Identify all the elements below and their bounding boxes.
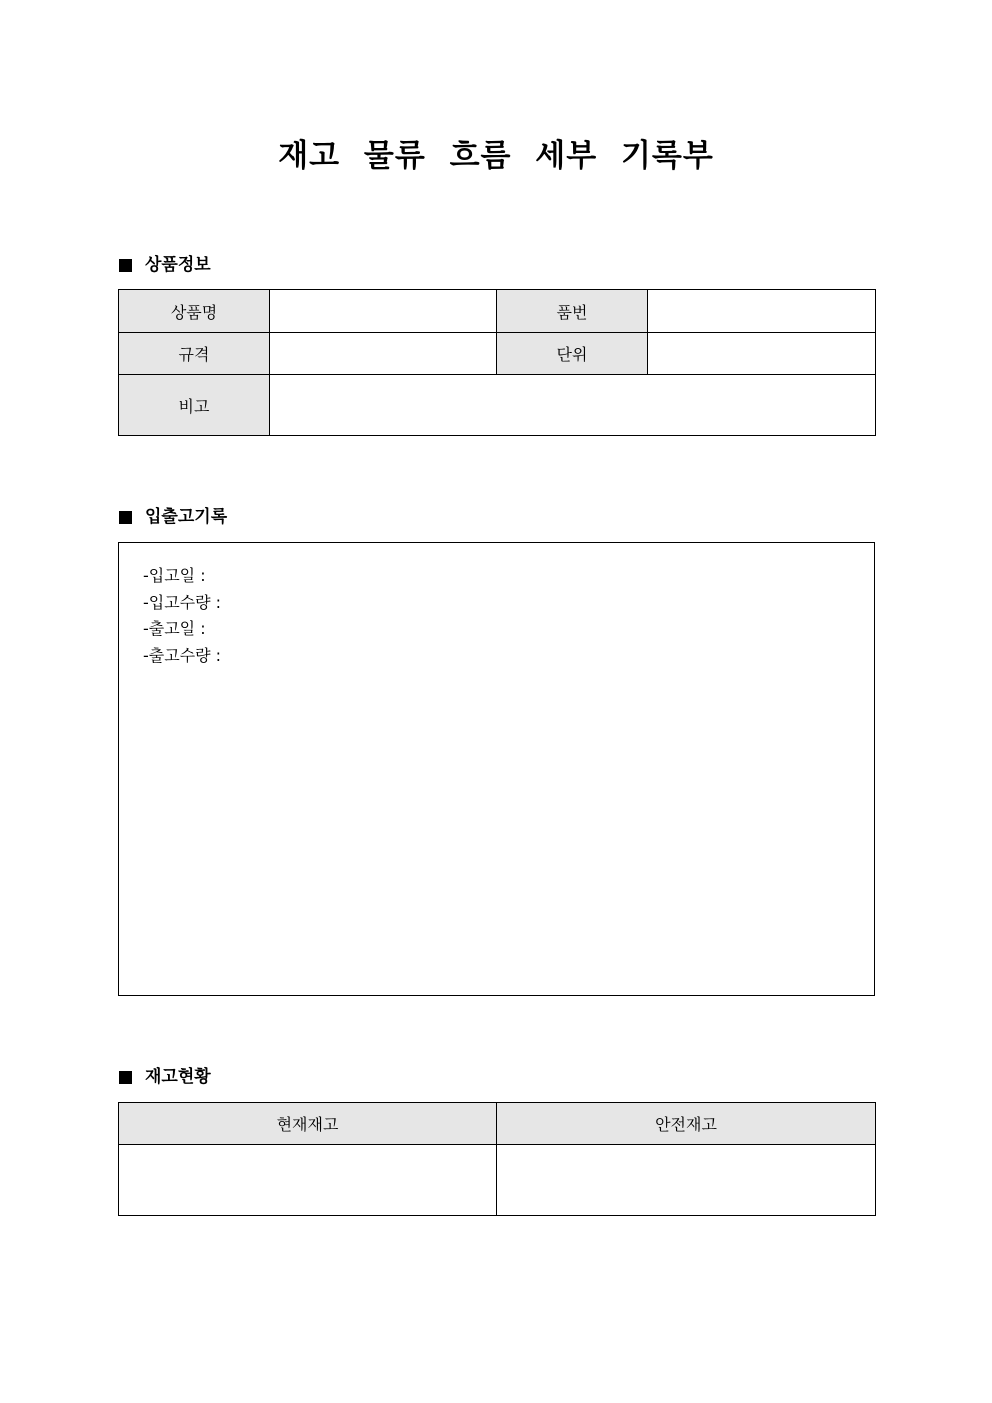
unit-field[interactable] (648, 333, 876, 375)
square-bullet-icon (119, 259, 132, 272)
shipment-quantity-line: -출고수량 : (143, 645, 222, 665)
record-heading-label: 입출고기록 (145, 507, 228, 527)
product-name-label: 상품명 (119, 290, 270, 333)
current-stock-field[interactable] (119, 1145, 497, 1216)
stock-table (118, 1102, 876, 1216)
page-title: 재고 물류 흐름 세부 기록부 (278, 138, 714, 174)
square-bullet-icon (119, 511, 132, 524)
table-row (119, 375, 876, 436)
product-info-table (118, 289, 876, 436)
product-name-field[interactable] (270, 290, 497, 333)
safety-stock-field[interactable] (497, 1145, 876, 1216)
remark-field[interactable] (270, 375, 876, 436)
record-box[interactable] (118, 542, 875, 996)
receipt-quantity-line: -입고수량 : (143, 592, 222, 612)
current-stock-header: 현재재고 (119, 1103, 497, 1145)
safety-stock-header: 안전재고 (497, 1103, 876, 1145)
square-bullet-icon (119, 1071, 132, 1084)
stock-heading (119, 1066, 211, 1088)
spec-field[interactable] (270, 333, 497, 375)
table-row (119, 1103, 876, 1145)
part-number-label: 품번 (497, 290, 648, 333)
record-heading (119, 506, 227, 528)
table-row (119, 290, 876, 333)
unit-label: 단위 (497, 333, 648, 375)
record-lines (143, 563, 221, 669)
receipt-date-line: -입고일 : (143, 566, 206, 585)
table-row (119, 333, 876, 375)
product-info-heading (119, 254, 211, 276)
stock-heading-label: 재고현황 (145, 1067, 211, 1087)
remark-label: 비고 (119, 375, 270, 436)
table-row (119, 1145, 876, 1216)
product-info-heading-label: 상품정보 (145, 255, 211, 275)
shipment-date-line: -출고일 : (143, 619, 206, 638)
part-number-field[interactable] (648, 290, 876, 333)
spec-label: 규격 (119, 333, 270, 375)
